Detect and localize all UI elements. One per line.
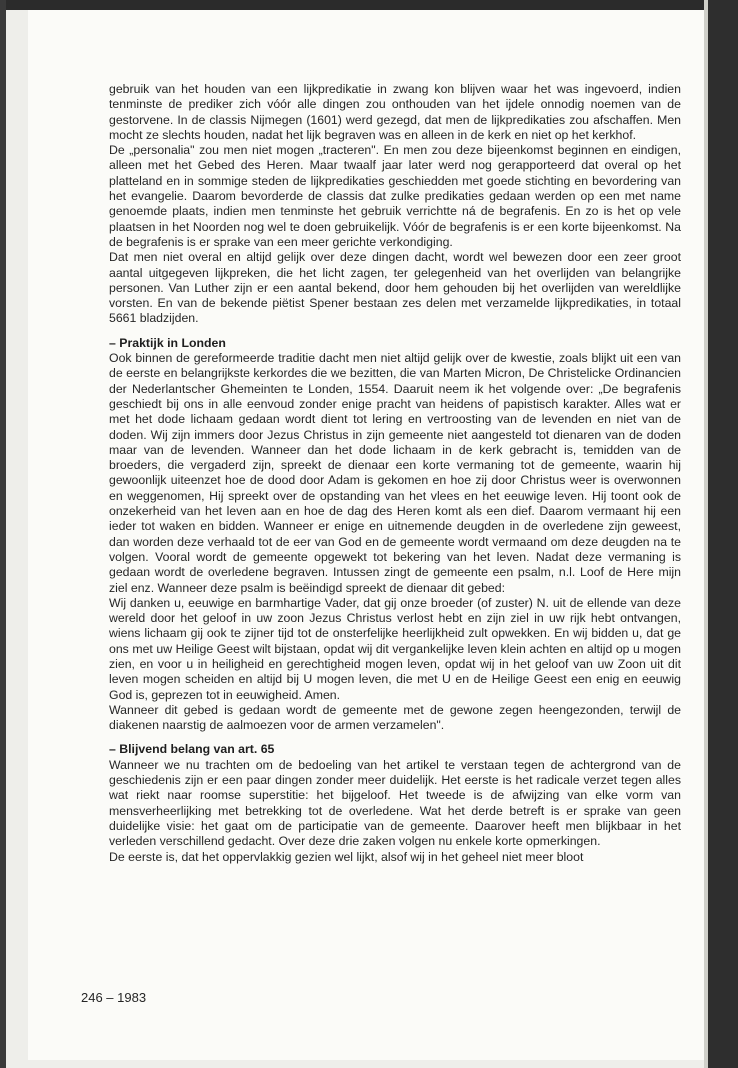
paragraph: Ook binnen de gereformeerde traditie dacht men niet altijd gelijk over de kwestie, zoals blijkt uit een van de eerste en belangrijkste kerkordes die we bezitten, die van Marten Micron, De Christelicke Ordinancien der Nederlantscher Ghemeinten te Londen, 1554. Daaruit neem ik het volgende over: „De begrafenis geschiedt bij ons in alle eenvoud zonder enige pracht van heidens of papistisch karakter. Alles wat er met het dode lichaam gedaan wordt dient tot lering en vertroosting van de levenden en niet van de doden. Wij zijn immers door Jezus Christus in zijn gemeente niet aangesteld tot dienaren van de doden maar van de levenden. Wanneer dan het dode lichaam in de kerk gebracht is, temidden van de broeders, die vergaderd zijn, spreekt de dienaar een korte vermaning tot de gemeente, waarin hij gewoonlijk uiteenzet hoe de dood door Adam is gekomen en hoe zij door Christus weer is overwonnen en weggenomen, Hij spreekt over de opstanding van het vlees en het eeuwige leven. Hij toont ook de onzekerheid van het leven aan en hoe de dag des Heren komt als een dief. Daarom vermaant hij een ieder tot waken en bidden. Wanneer er enige en uitnemende deugden in de overledene zijn geweest, dan worden deze verhaald tot de eer van God en de gemeente wordt vermaand om deze deugden na te volgen. Vooral wordt de gemeente opgewekt tot bekering van het leven. Nadat deze vermaning is gedaan wordt de overledene begraven. Intussen zingt de gemeente een psalm, n.l. Loof de Here mijn ziel enz. Wanneer deze psalm is beëindigd spreekt de dienaar dit gebed: bbox=[109, 351, 681, 595]
section-heading-praktijk: – Praktijk in Londen bbox=[109, 335, 226, 350]
paragraph: gebruik van het houden van een lijkpredikatie in zwang kon blijven waar het was ingevoerd, indien tenminste de prediker zich vóór alle dingen zou onthouden van het ijdele onnodig noemen van de gestorvene. In de classis Nijmegen (1601) werd gezegd, dat men de lijkpredikaties zou afschaffen. Men mocht ze slechts houden, nadat het lijk begraven was en alleen in de kerk en niet op het kerkhof. bbox=[109, 82, 681, 142]
text-column bbox=[109, 82, 681, 865]
paragraph: Wij danken u, eeuwige en barmhartige Vader, dat gij onze broeder (of zuster) N. uit de ellende van deze wereld door het geloof in uw zoon Jezus Christus verlost hebt en zijn ziel in uw rijk hebt ontvangen, wiens lichaam gij ook te zijner tijd tot de onsterfelijke heerlijkheid zult opwekken. En wij bidden u, dat ge ons met uw Heilige Geest wilt bijstaan, opdat wij dit vergankelijke leven klein achten en altijd op u mogen zien, en voor u in heiligheid en gerechtigheid mogen leven, opdat wij in het geloof van uw Zoon uit dit leven mogen scheiden en altijd bij U mogen leven, die met U en de Heilige Geest een enig en eeuwig God is, geprezen tot in eeuwigheid. Amen. bbox=[109, 595, 681, 702]
section-heading-blijvend-belang: – Blijvend belang van art. 65 bbox=[109, 742, 275, 757]
scan-left-edge bbox=[0, 0, 6, 1068]
paragraph: De „personalia" zou men niet mogen „tracteren". En men zou deze bijeenkomst beginnen en eindigen, alleen met het Gebed des Heren. Maar twaalf jaar later werd nog gerapporteerd dat overal op het platteland en in sommige steden de lijkpredikaties geschiedden met goede stichting en bevordering van het evangelie. Daarom bevorderde de classis dat zulke predikaties gedaan werden op een met name genoemde plaats, indien men tenminste het gebruik verrichtte ná de begrafenis. En zo is het op vele plaatsen in het Noorden nog wel te doen gebruikelijk. Vóór de begrafenis is er een korte bijeenkomst. Na de begrafenis is er sprake van een meer gerichte verkondiging. bbox=[109, 143, 681, 249]
scan-top-edge bbox=[0, 0, 738, 10]
scan-right-edge bbox=[708, 0, 738, 1068]
paragraph: Dat men niet overal en altijd gelijk over deze dingen dacht, wordt wel bewezen door een zeer groot aantal uitgegeven lijkpreken, die het licht zagen, ter gelegenheid van het overlijden van belangrijke personen. Van Luther zijn er een aantal bekend, door hem gehouden bij het overlijden van wereldlijke vorsten. En van de bekende piëtist Spener bestaan zes delen met verzamelde lijkpredikaties, in totaal 5661 bladzijden. bbox=[109, 250, 681, 326]
paragraph: Wanneer dit gebed is gedaan wordt de gemeente met de gewone zegen heengezonden, terwijl de diakenen naarstig de aalmoezen voor de armen verzamelen". bbox=[109, 702, 681, 733]
document-page bbox=[28, 10, 704, 1060]
paragraph: De eerste is, dat het oppervlakkig gezien wel lijkt, alsof wij in het geheel niet meer bloot bbox=[109, 849, 584, 864]
paragraph: Wanneer we nu trachten om de bedoeling van het artikel te verstaan tegen de achtergrond van de geschiedenis zijn er een paar dingen zonder meer duidelijk. Het eerste is het radicale verzet tegen alles wat riekt naar roomse superstitie: het bijgeloof. Het tweede is de afwijzing van elke vorm van mensverheerlijking met betrekking tot de overledene. Wat het derde betreft is er sprake van geen duidelijke visie: het gaat om de participatie van de gemeente. Daarover heeft men blijkbaar in het verleden verschillend gedacht. Over deze drie zaken volgen nu enkele korte opmerkingen. bbox=[109, 757, 681, 849]
page-number: 246 – 1983 bbox=[81, 990, 147, 1005]
